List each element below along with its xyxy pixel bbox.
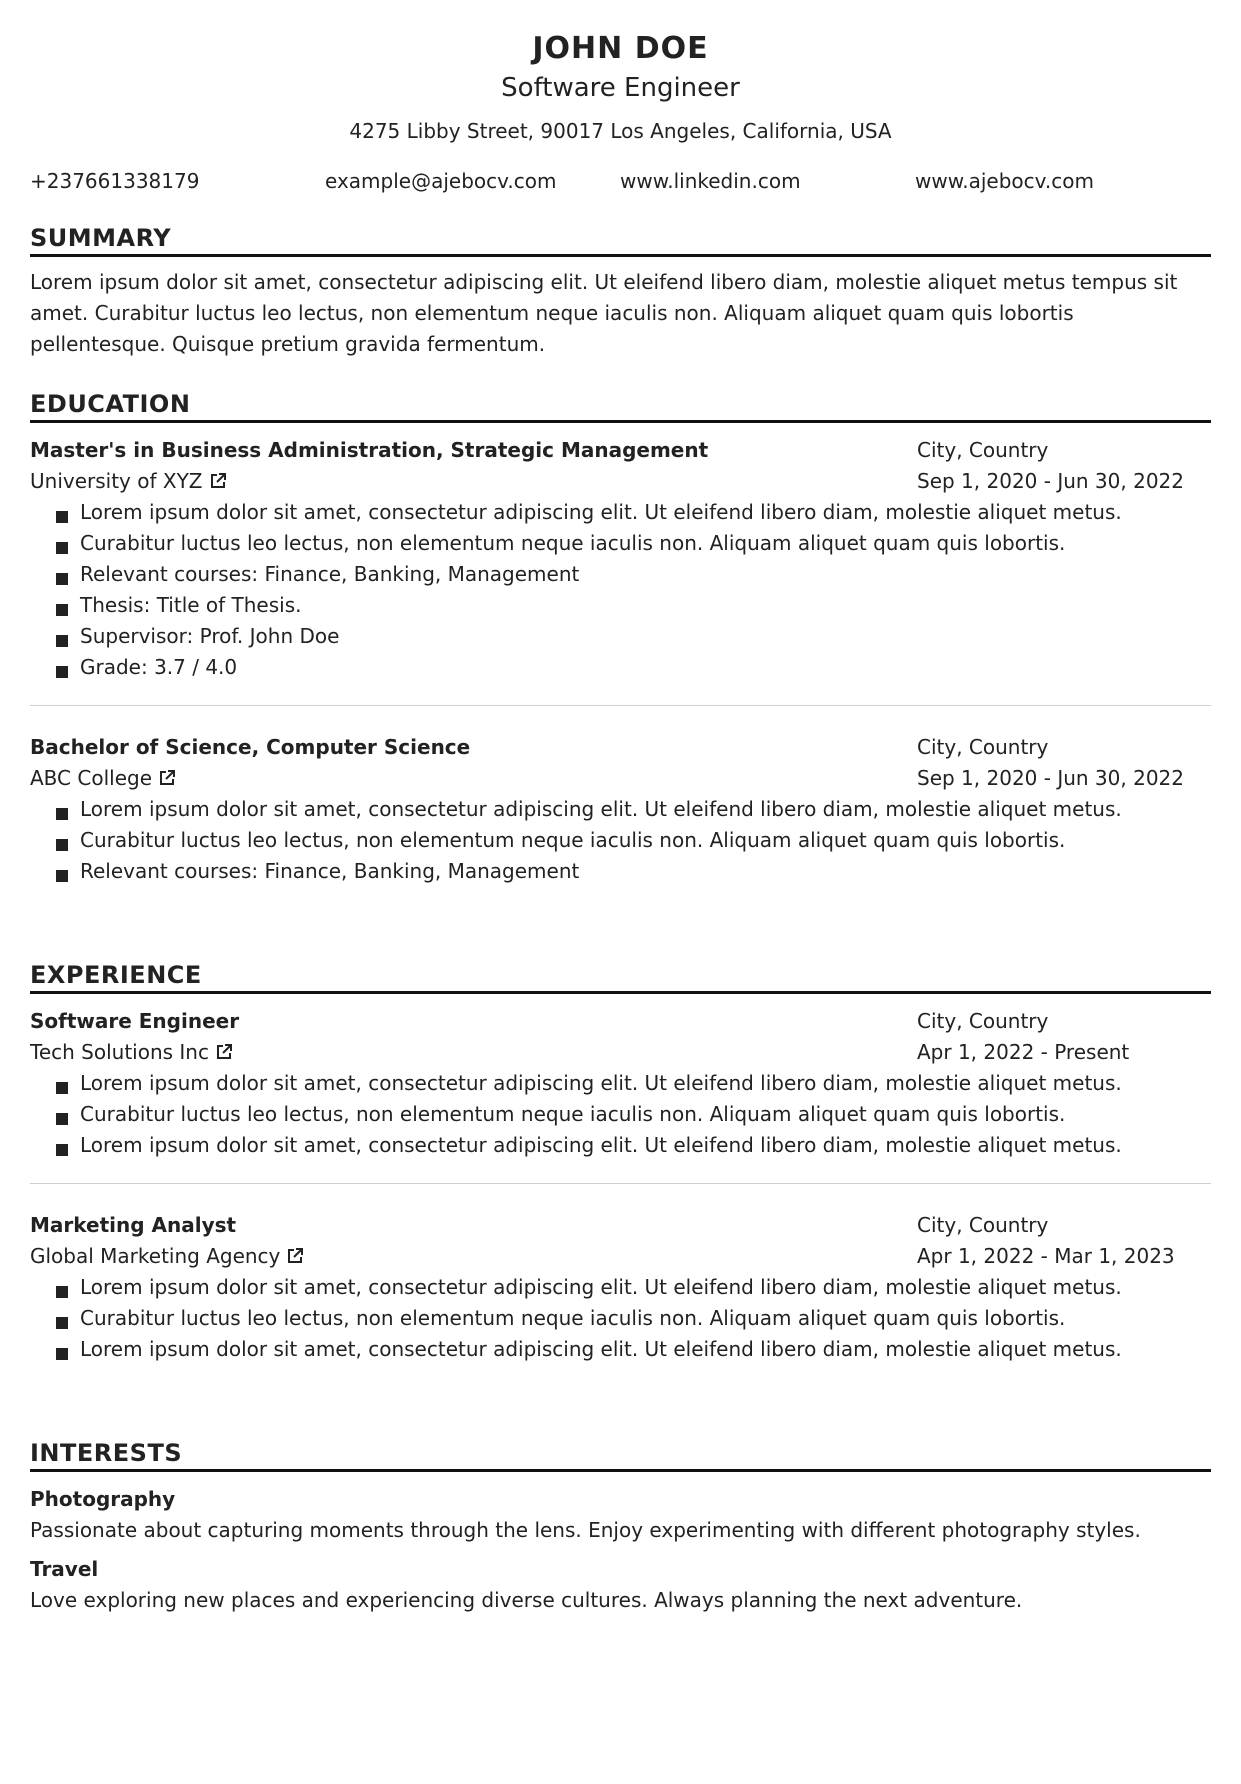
experience-section <box>30 959 1211 1365</box>
interest-description: Love exploring new places and experiencing diverse cultures. Always planning the next adventure. <box>30 1588 1023 1612</box>
entry-location: City, Country <box>917 735 1049 759</box>
entry-location: City, Country <box>917 1213 1049 1237</box>
external-link-icon[interactable] <box>158 769 176 787</box>
job-title: Marketing Analyst <box>30 1213 237 1237</box>
interest-name: Photography <box>30 1487 176 1511</box>
contact-row <box>30 168 1211 194</box>
bullet-item: Relevant courses: Finance, Banking, Management <box>56 856 1211 887</box>
external-link-icon[interactable] <box>286 1247 304 1265</box>
candidate-title: Software Engineer <box>501 73 740 103</box>
job-title: Software Engineer <box>30 1009 240 1033</box>
entry-dates: Apr 1, 2022 - Mar 1, 2023 <box>917 1244 1175 1268</box>
experience-entry <box>30 1210 1211 1365</box>
degree-title: Master's in Business Administration, Strategic Management <box>30 438 709 462</box>
bullet-item: Thesis: Title of Thesis. <box>56 590 1211 621</box>
entry-dates: Apr 1, 2022 - Present <box>917 1040 1130 1064</box>
section-heading-education: EDUCATION <box>30 388 1211 423</box>
bullet-list <box>30 1272 1211 1365</box>
bullet-item: Curabitur luctus leo lectus, non elementum neque iaculis non. Aliquam aliquet quam quis lobortis. <box>56 1099 1211 1130</box>
bullet-item: Curabitur luctus leo lectus, non elementum neque iaculis non. Aliquam aliquet quam quis lobortis. <box>56 528 1211 559</box>
bullet-item: Curabitur luctus leo lectus, non elementum neque iaculis non. Aliquam aliquet quam quis lobortis. <box>56 1303 1211 1334</box>
company-link[interactable] <box>30 1241 917 1272</box>
bullet-item: Curabitur luctus leo lectus, non elementum neque iaculis non. Aliquam aliquet quam quis lobortis. <box>56 825 1211 856</box>
company-link[interactable] <box>30 1037 917 1068</box>
summary-text: Lorem ipsum dolor sit amet, consectetur adipiscing elit. Ut eleifend libero diam, molestie aliquet metus tempus sit amet. Curabitur luctus leo lectus, non elementum neque iaculis non. Aliquam aliquet quam quis lobortis pellentesque. Quisque pretium gravida fermentum. <box>30 270 1178 356</box>
section-heading-summary: SUMMARY <box>30 222 1211 257</box>
resume-page <box>0 30 1241 1784</box>
interest-description: Passionate about capturing moments through the lens. Enjoy experimenting with different photography styles. <box>30 1518 1141 1542</box>
education-entry <box>30 732 1211 887</box>
interest-name: Travel <box>30 1557 99 1581</box>
bullet-list <box>30 497 1211 683</box>
education-entry <box>30 435 1211 683</box>
entry-divider <box>30 705 1211 706</box>
email-link[interactable]: example@ajebocv.com <box>325 169 557 193</box>
institution-name[interactable]: University of XYZ <box>30 469 203 493</box>
section-heading-interests: INTERESTS <box>30 1437 1211 1472</box>
bullet-item: Lorem ipsum dolor sit amet, consectetur adipiscing elit. Ut eleifend libero diam, molestie aliquet metus. <box>56 794 1211 825</box>
bullet-item: Lorem ipsum dolor sit amet, consectetur adipiscing elit. Ut eleifend libero diam, molestie aliquet metus. <box>56 1334 1211 1365</box>
entry-dates: Sep 1, 2020 - Jun 30, 2022 <box>917 766 1184 790</box>
institution-link[interactable] <box>30 763 917 794</box>
linkedin-link[interactable]: www.linkedin.com <box>620 169 801 193</box>
entry-location: City, Country <box>917 438 1049 462</box>
bullet-item: Supervisor: Prof. John Doe <box>56 621 1211 652</box>
external-link-icon[interactable] <box>209 472 227 490</box>
institution-link[interactable] <box>30 466 917 497</box>
bullet-list <box>30 1068 1211 1161</box>
phone-number[interactable]: +237661338179 <box>30 169 200 193</box>
bullet-item: Lorem ipsum dolor sit amet, consectetur adipiscing elit. Ut eleifend libero diam, molestie aliquet metus. <box>56 497 1211 528</box>
institution-name[interactable]: ABC College <box>30 766 152 790</box>
company-name[interactable]: Global Marketing Agency <box>30 1244 281 1268</box>
external-link-icon[interactable] <box>215 1043 233 1061</box>
website-link[interactable]: www.ajebocv.com <box>915 169 1094 193</box>
entry-dates: Sep 1, 2020 - Jun 30, 2022 <box>917 469 1184 493</box>
degree-title: Bachelor of Science, Computer Science <box>30 735 471 759</box>
entry-divider <box>30 1183 1211 1184</box>
interests-section <box>30 1437 1211 1616</box>
candidate-name: JOHN DOE <box>532 31 709 66</box>
candidate-address: 4275 Libby Street, 90017 Los Angeles, California, USA <box>349 119 892 143</box>
bullet-item: Lorem ipsum dolor sit amet, consectetur adipiscing elit. Ut eleifend libero diam, molestie aliquet metus. <box>56 1068 1211 1099</box>
section-heading-experience: EXPERIENCE <box>30 959 1211 994</box>
bullet-list <box>30 794 1211 887</box>
bullet-item: Lorem ipsum dolor sit amet, consectetur adipiscing elit. Ut eleifend libero diam, molestie aliquet metus. <box>56 1272 1211 1303</box>
resume-header <box>30 30 1211 144</box>
bullet-item: Lorem ipsum dolor sit amet, consectetur adipiscing elit. Ut eleifend libero diam, molestie aliquet metus. <box>56 1130 1211 1161</box>
company-name[interactable]: Tech Solutions Inc <box>30 1040 209 1064</box>
bullet-item: Relevant courses: Finance, Banking, Management <box>56 559 1211 590</box>
entry-location: City, Country <box>917 1009 1049 1033</box>
education-section <box>30 388 1211 887</box>
experience-entry <box>30 1006 1211 1161</box>
bullet-item: Grade: 3.7 / 4.0 <box>56 652 1211 683</box>
summary-section <box>30 222 1211 360</box>
